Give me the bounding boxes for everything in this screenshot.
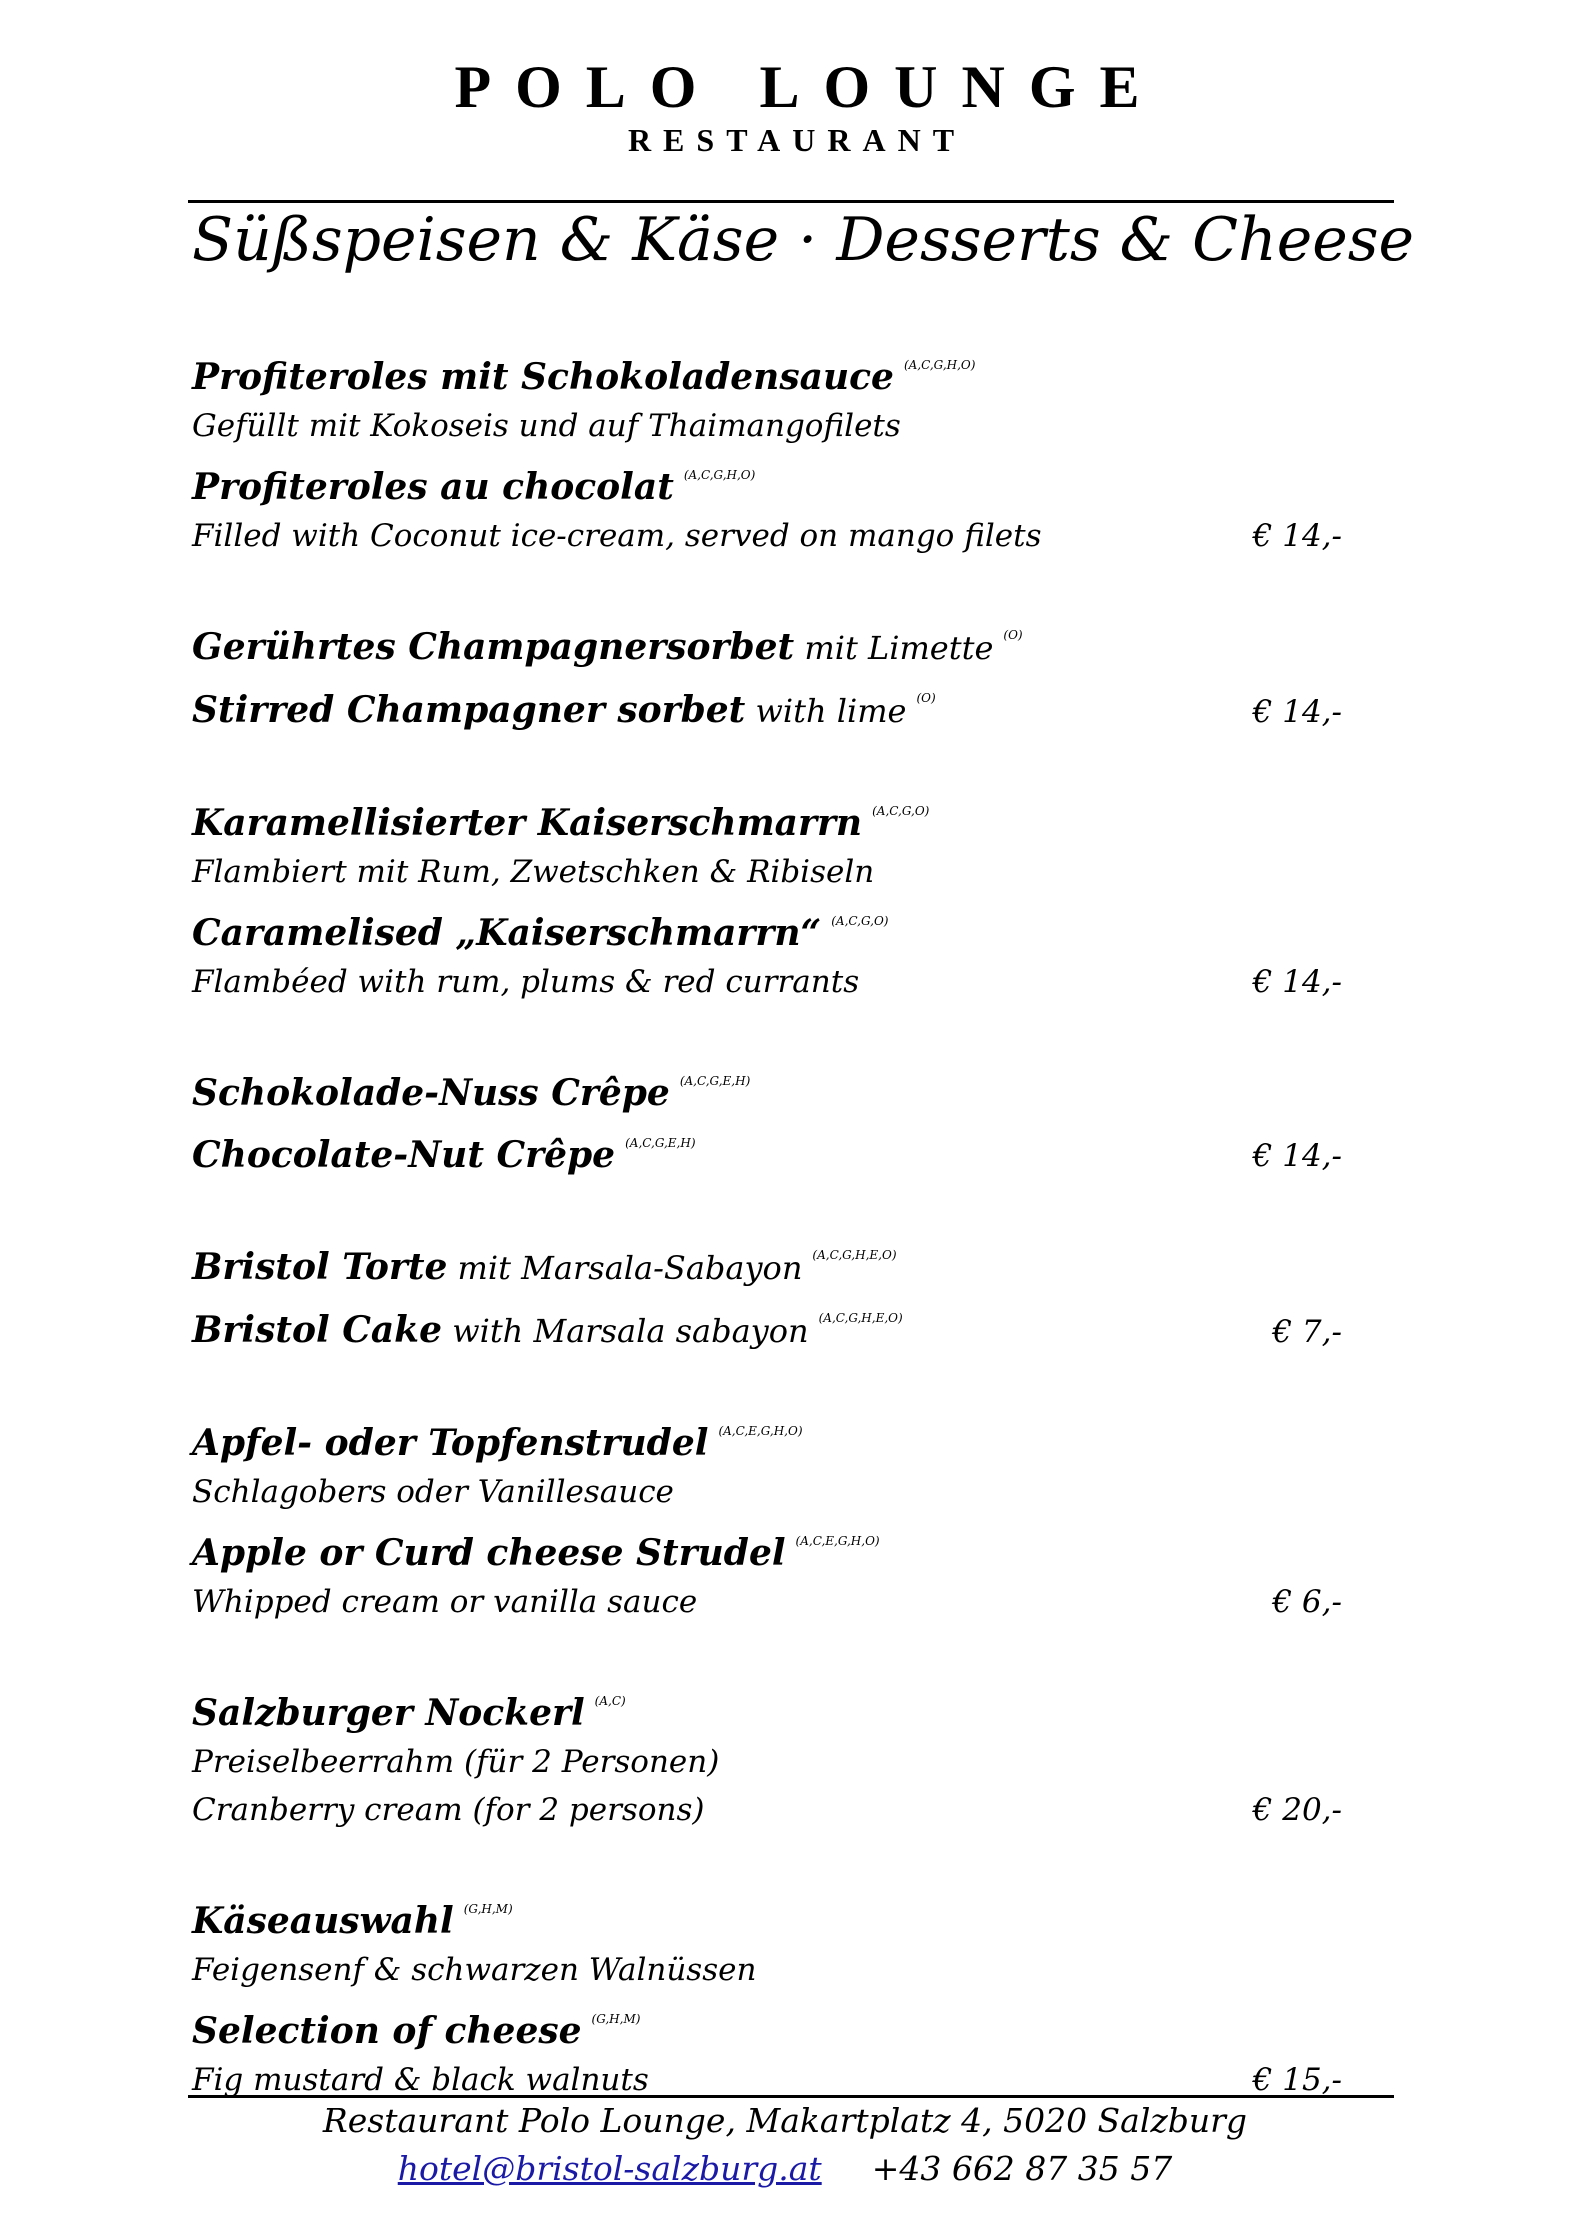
item-description-de: Preiselbeerrahm (für 2 Personen): [192, 1744, 720, 1780]
menu-item: [192, 340, 1342, 560]
item-name-en: Stirred Champagner sorbet with lime $^{(O)}$: [192, 689, 936, 731]
allergen-codes: (O): [1003, 628, 1023, 642]
allergen-codes: (A,C,G,H,O): [903, 358, 976, 372]
allergen-codes: (A,C,G,H,O): [683, 468, 756, 482]
allergen-codes: (A,C,E,G,H,O): [795, 1534, 880, 1548]
item-name-en: Caramelised „Kaiserschmarrn“ $^{(A,C,G,O)}$: [192, 912, 889, 954]
allergen-codes: (A,C,E,G,H,O): [718, 1424, 803, 1438]
item-description-de: Feigensenf & schwarzen Walnüssen: [192, 1952, 757, 1988]
item-price: € 6,-: [1272, 1584, 1342, 1620]
item-description-de: Gefüllt mit Kokoseis und auf Thaimangofilets: [192, 408, 901, 444]
allergen-codes: (G,H,M): [591, 2012, 641, 2026]
allergen-codes: (O): [916, 691, 936, 705]
page-title: Süßspeisen & Käse · Desserts & Cheese: [192, 205, 1415, 275]
item-price: € 15,-: [1252, 2062, 1342, 2098]
item-name-en: Profiteroles au chocolat $^{(A,C,G,H,O)}$: [192, 466, 756, 508]
allergen-codes: (A,C): [594, 1694, 626, 1708]
item-name-de: Karamellisierter Kaiserschmarrn $^{(A,C,G,O)}$: [192, 802, 930, 844]
menu-item: [192, 1676, 1342, 1834]
restaurant-brand: POLO LOUNGE: [454, 54, 1164, 120]
item-name-en: Bristol Cake with Marsala sabayon $^{(A,C,G,H,E,O)}$: [192, 1309, 903, 1351]
allergen-codes: (G,H,M): [463, 1902, 513, 1916]
item-price: € 7,-: [1272, 1314, 1342, 1350]
allergen-codes: (A,C,G,O): [831, 914, 889, 928]
item-name-de: Apfel- oder Topfenstrudel $^{(A,C,E,G,H,O)}$: [192, 1422, 803, 1464]
footer-contact: [0, 2146, 1570, 2192]
item-name-de: Käseauswahl $^{(G,H,M)}$: [192, 1900, 513, 1942]
menu-item: [192, 1406, 1342, 1626]
item-price: € 14,-: [1252, 518, 1342, 554]
item-price: € 14,-: [1252, 1138, 1342, 1174]
allergen-codes: (A,C,G,E,H): [679, 1074, 751, 1088]
item-name-de: Bristol Torte mit Marsala-Sabayon $^{(A,C,G,H,E,O)}$: [192, 1246, 897, 1288]
item-name-de: Salzburger Nockerl $^{(A,C)}$: [192, 1692, 626, 1734]
item-name-de: Profiteroles mit Schokoladensauce $^{(A,C,G,H,O)}$: [192, 356, 976, 398]
item-description-en: Flambéed with rum, plums & red currants: [192, 964, 860, 1000]
menu-item: [192, 786, 1342, 1006]
menu-item: [192, 1884, 1342, 2104]
item-description-de: Schlagobers oder Vanillesauce: [192, 1474, 674, 1510]
footer-address: Restaurant Polo Lounge, Makartplatz 4, 5020 Salzburg: [322, 2101, 1248, 2140]
item-price: € 14,-: [1252, 694, 1342, 730]
phone-number: +43 662 87 35 57: [871, 2149, 1173, 2188]
item-name-en: Apple or Curd cheese Strudel $^{(A,C,E,G,H,O)}$: [192, 1532, 880, 1574]
menu-item: [192, 610, 1342, 736]
item-name-en: Selection of cheese $^{(G,H,M)}$: [192, 2010, 641, 2052]
item-price: € 14,-: [1252, 964, 1342, 1000]
item-price: € 20,-: [1252, 1792, 1342, 1828]
item-description-en: Cranberry cream (for 2 persons): [192, 1792, 705, 1828]
item-name-de: Gerührtes Champagnersorbet mit Limette $^{(O)}$: [192, 626, 1023, 668]
item-description-de: Flambiert mit Rum, Zwetschken & Ribiseln: [192, 854, 875, 890]
menu-item: [192, 1230, 1342, 1356]
item-description-en: Filled with Coconut ice-cream, served on mango filets: [192, 518, 1042, 554]
allergen-codes: (A,C,G,O): [872, 804, 930, 818]
email-link[interactable]: hotel@bristol-salzburg.at: [397, 2149, 822, 2188]
allergen-codes: (A,C,G,H,E,O): [812, 1248, 897, 1262]
item-description-en: Fig mustard & black walnuts: [192, 2062, 649, 2098]
allergen-codes: (A,C,G,H,E,O): [818, 1311, 903, 1325]
item-description-en: Whipped cream or vanilla sauce: [192, 1584, 698, 1620]
menu-item: [192, 1056, 1342, 1180]
allergen-codes: (A,C,G,E,H): [625, 1136, 696, 1150]
item-name-en: Chocolate-Nut Crêpe $^{(A,C,G,E,H)}$: [192, 1134, 696, 1176]
item-name-de: Schokolade-Nuss Crêpe $^{(A,C,G,E,H)}$: [192, 1072, 751, 1114]
restaurant-subtitle: RESTAURANT: [627, 122, 967, 158]
menu-list: [192, 340, 1342, 2154]
